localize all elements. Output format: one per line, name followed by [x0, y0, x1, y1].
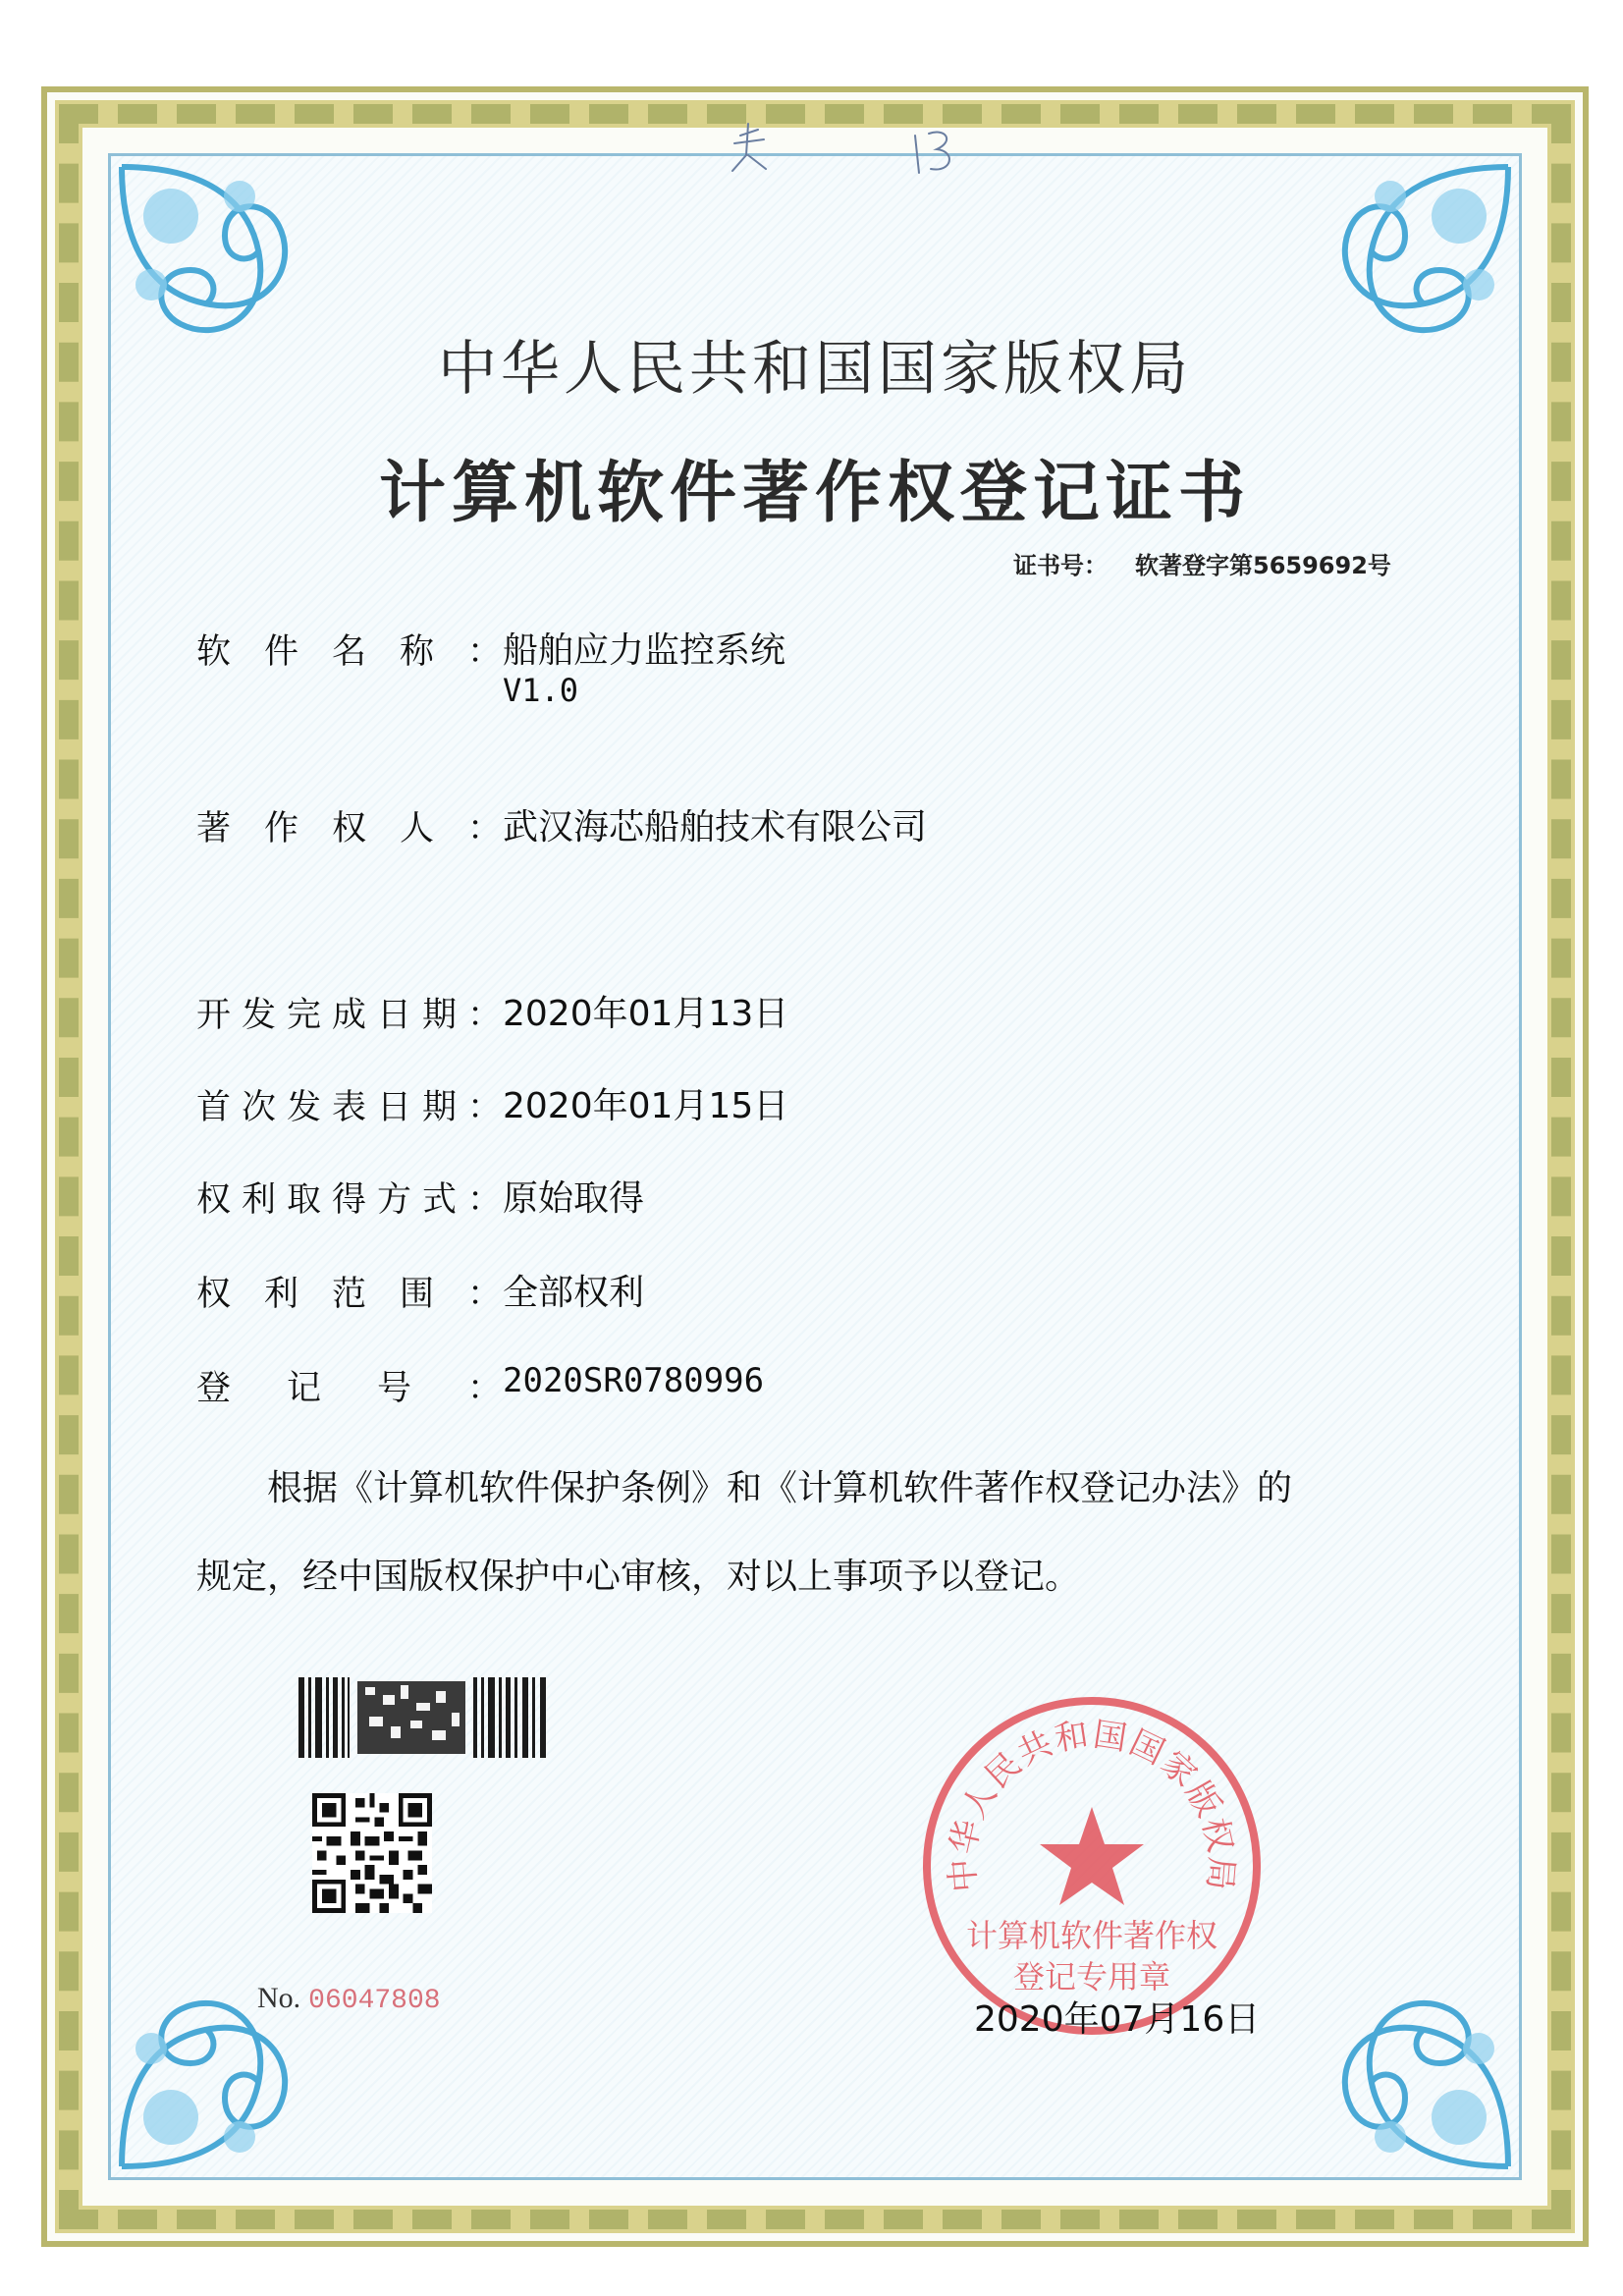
seal-inner-text-2: 登记专用章	[1012, 1958, 1171, 1995]
seal-outer-text: 中华人民共和国国家版权局	[943, 1715, 1241, 1894]
corner-ornament-bottom-right	[1292, 1950, 1518, 2176]
qr-code-image	[312, 1793, 432, 1913]
rights-acquisition-value: 原始取得	[503, 1178, 645, 1219]
rights-scope-value: 全部权利	[503, 1273, 645, 1313]
handwritten-note	[719, 116, 994, 194]
copyright-holder-label: 著 作 权 人 ：	[196, 809, 503, 848]
certificate-number-label: 证书号：	[1013, 552, 1108, 579]
registration-number-value: 2020SR0780996	[503, 1361, 765, 1400]
barcode-image	[298, 1677, 550, 1758]
issue-date: 2020年07月16日	[974, 1999, 1261, 2040]
official-seal	[915, 1689, 1269, 2043]
dev-completion-date-label: 开 发 完 成 日 期 ：	[196, 996, 503, 1035]
seal-inner-text-1: 计算机软件著作权	[965, 1917, 1218, 1954]
software-name-value: 船舶应力监控系统	[503, 630, 786, 671]
software-version-value: V1.0	[503, 672, 579, 709]
serial-number	[257, 1982, 441, 2016]
issuing-authority: 中华人民共和国国家版权局	[438, 335, 1192, 404]
registration-number-label: 登 记 号 ：	[196, 1369, 503, 1408]
rights-scope-label: 权 利 范 围 ：	[196, 1275, 503, 1314]
first-publication-date-value: 2020年01月15日	[503, 1086, 789, 1126]
software-name-label: 软 件 名 称 ：	[196, 632, 503, 672]
copyright-holder-value: 武汉海芯船舶技术有限公司	[503, 807, 928, 847]
certificate-title: 计算机软件著作权登记证书	[378, 454, 1251, 532]
rights-acquisition-label: 权 利 取 得 方 式 ：	[196, 1180, 503, 1220]
statement-line-2: 规定，经中国版权保护中心审核，对以上事项予以登记。	[196, 1557, 1081, 1597]
certificate-number-value: 软著登字第5659692号	[1135, 552, 1391, 579]
dev-completion-date-value: 2020年01月13日	[503, 994, 789, 1034]
serial-number-label: No.	[257, 1982, 301, 2014]
statement-line-1: 根据《计算机软件保护条例》和《计算机软件著作权登记办法》的	[267, 1468, 1293, 1508]
serial-number-value: 06047808	[308, 1986, 441, 2016]
certificate-number	[1013, 546, 1391, 580]
certificate	[41, 86, 1589, 2247]
first-publication-date-label: 首 次 发 表 日 期 ：	[196, 1088, 503, 1127]
